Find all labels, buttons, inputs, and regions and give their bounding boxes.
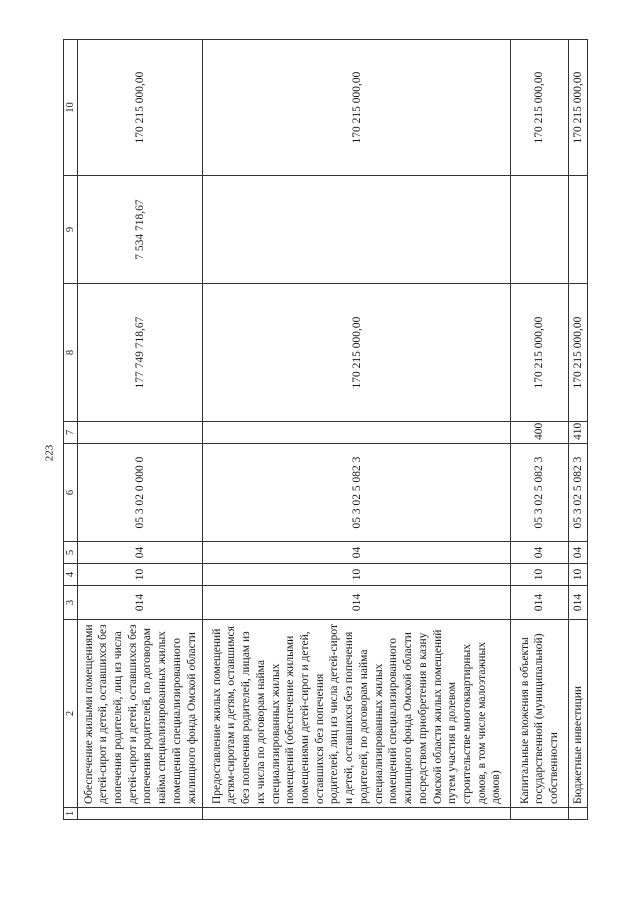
amount-cell-9: [511, 176, 569, 284]
section-cell: 10: [78, 564, 203, 586]
header-cell-5: 5: [64, 542, 78, 564]
section-cell: 10: [569, 564, 588, 586]
table-row: [569, 40, 588, 820]
target-article-cell: 05 3 02 5 082 3: [203, 444, 511, 542]
header-cell-8: 8: [64, 284, 78, 422]
admin-code-cell: 014: [203, 586, 511, 620]
amount-cell-10: 170 215 000,00: [203, 40, 511, 176]
admin-code-cell: 014: [78, 586, 203, 620]
amount-cell-8: 170 215 000,00: [569, 284, 588, 422]
admin-code-cell: 014: [511, 586, 569, 620]
row-description: Обеспечение жилыми помещениями детей-сирот и детей, оставшихся без попечения родителей, лиц из числа детей-сирот и детей, оставшихся без попечения родителей, по договорам найма специализированных жилых помещений специализированного жилищного фонда Омской области: [78, 620, 203, 808]
header-cell-1: 1: [64, 808, 78, 820]
expense-type-cell: [78, 422, 203, 444]
amount-cell-10: 170 215 000,00: [78, 40, 203, 176]
header-cell-9: 9: [64, 176, 78, 284]
row-index-cell: [569, 808, 588, 820]
header-cell-3: 3: [64, 586, 78, 620]
row-index-cell: [78, 808, 203, 820]
header-cell-7: 7: [64, 422, 78, 444]
amount-cell-8: 177 749 718,67: [78, 284, 203, 422]
row-index-cell: [511, 808, 569, 820]
admin-code-cell: 014: [569, 586, 588, 620]
header-cell-10: 10: [64, 40, 78, 176]
amount-cell-9: [569, 176, 588, 284]
amount-cell-8: 170 215 000,00: [511, 284, 569, 422]
header-row: [64, 40, 78, 820]
budget-table-container: [63, 40, 588, 820]
row-description: Предоставление жилых помещений детям-сиротам и детям, оставшимся без попечения родителей, лицам из их числа по договорам найма специализированных жилых помещений (обеспечение жилыми помещениями детей-сирот и детей, оставшихся без попечения родителей, лиц из числа детей-сирот и детей, оставшихся без попечения родителей, по договорам найма специализированных жилых помещений специализированного жилищного фонда Омской области посредством приобретения в казну Омской области жилых помещений путем участия в долевом строительстве многоквартирных домов, в том числе малоэтажных домов): [203, 620, 511, 808]
subsection-cell: 04: [511, 542, 569, 564]
amount-cell-9: [203, 176, 511, 284]
header-cell-6: 6: [64, 444, 78, 542]
header-cell-4: 4: [64, 564, 78, 586]
table-row: [511, 40, 569, 820]
table-row: [203, 40, 511, 820]
page-number: 223: [43, 444, 56, 462]
amount-cell-9: 7 534 718,67: [78, 176, 203, 284]
row-description: Капитальные вложения в объекты государственной (муниципальной) собственности: [511, 620, 569, 808]
subsection-cell: 04: [569, 542, 588, 564]
section-cell: 10: [511, 564, 569, 586]
subsection-cell: 04: [78, 542, 203, 564]
expense-type-cell: 410: [569, 422, 588, 444]
section-cell: 10: [203, 564, 511, 586]
header-cell-2: 2: [64, 620, 78, 808]
row-description: Бюджетные инвестиции: [569, 620, 588, 808]
table-row: [78, 40, 203, 820]
target-article-cell: 05 3 02 0 000 0: [78, 444, 203, 542]
target-article-cell: 05 3 02 5 082 3: [569, 444, 588, 542]
target-article-cell: 05 3 02 5 082 3: [511, 444, 569, 542]
subsection-cell: 04: [203, 542, 511, 564]
expense-type-cell: 400: [511, 422, 569, 444]
row-index-cell: [203, 808, 511, 820]
budget-table: [63, 39, 588, 820]
expense-type-cell: [203, 422, 511, 444]
amount-cell-10: 170 215 000,00: [569, 40, 588, 176]
amount-cell-8: 170 215 000,00: [203, 284, 511, 422]
amount-cell-10: 170 215 000,00: [511, 40, 569, 176]
